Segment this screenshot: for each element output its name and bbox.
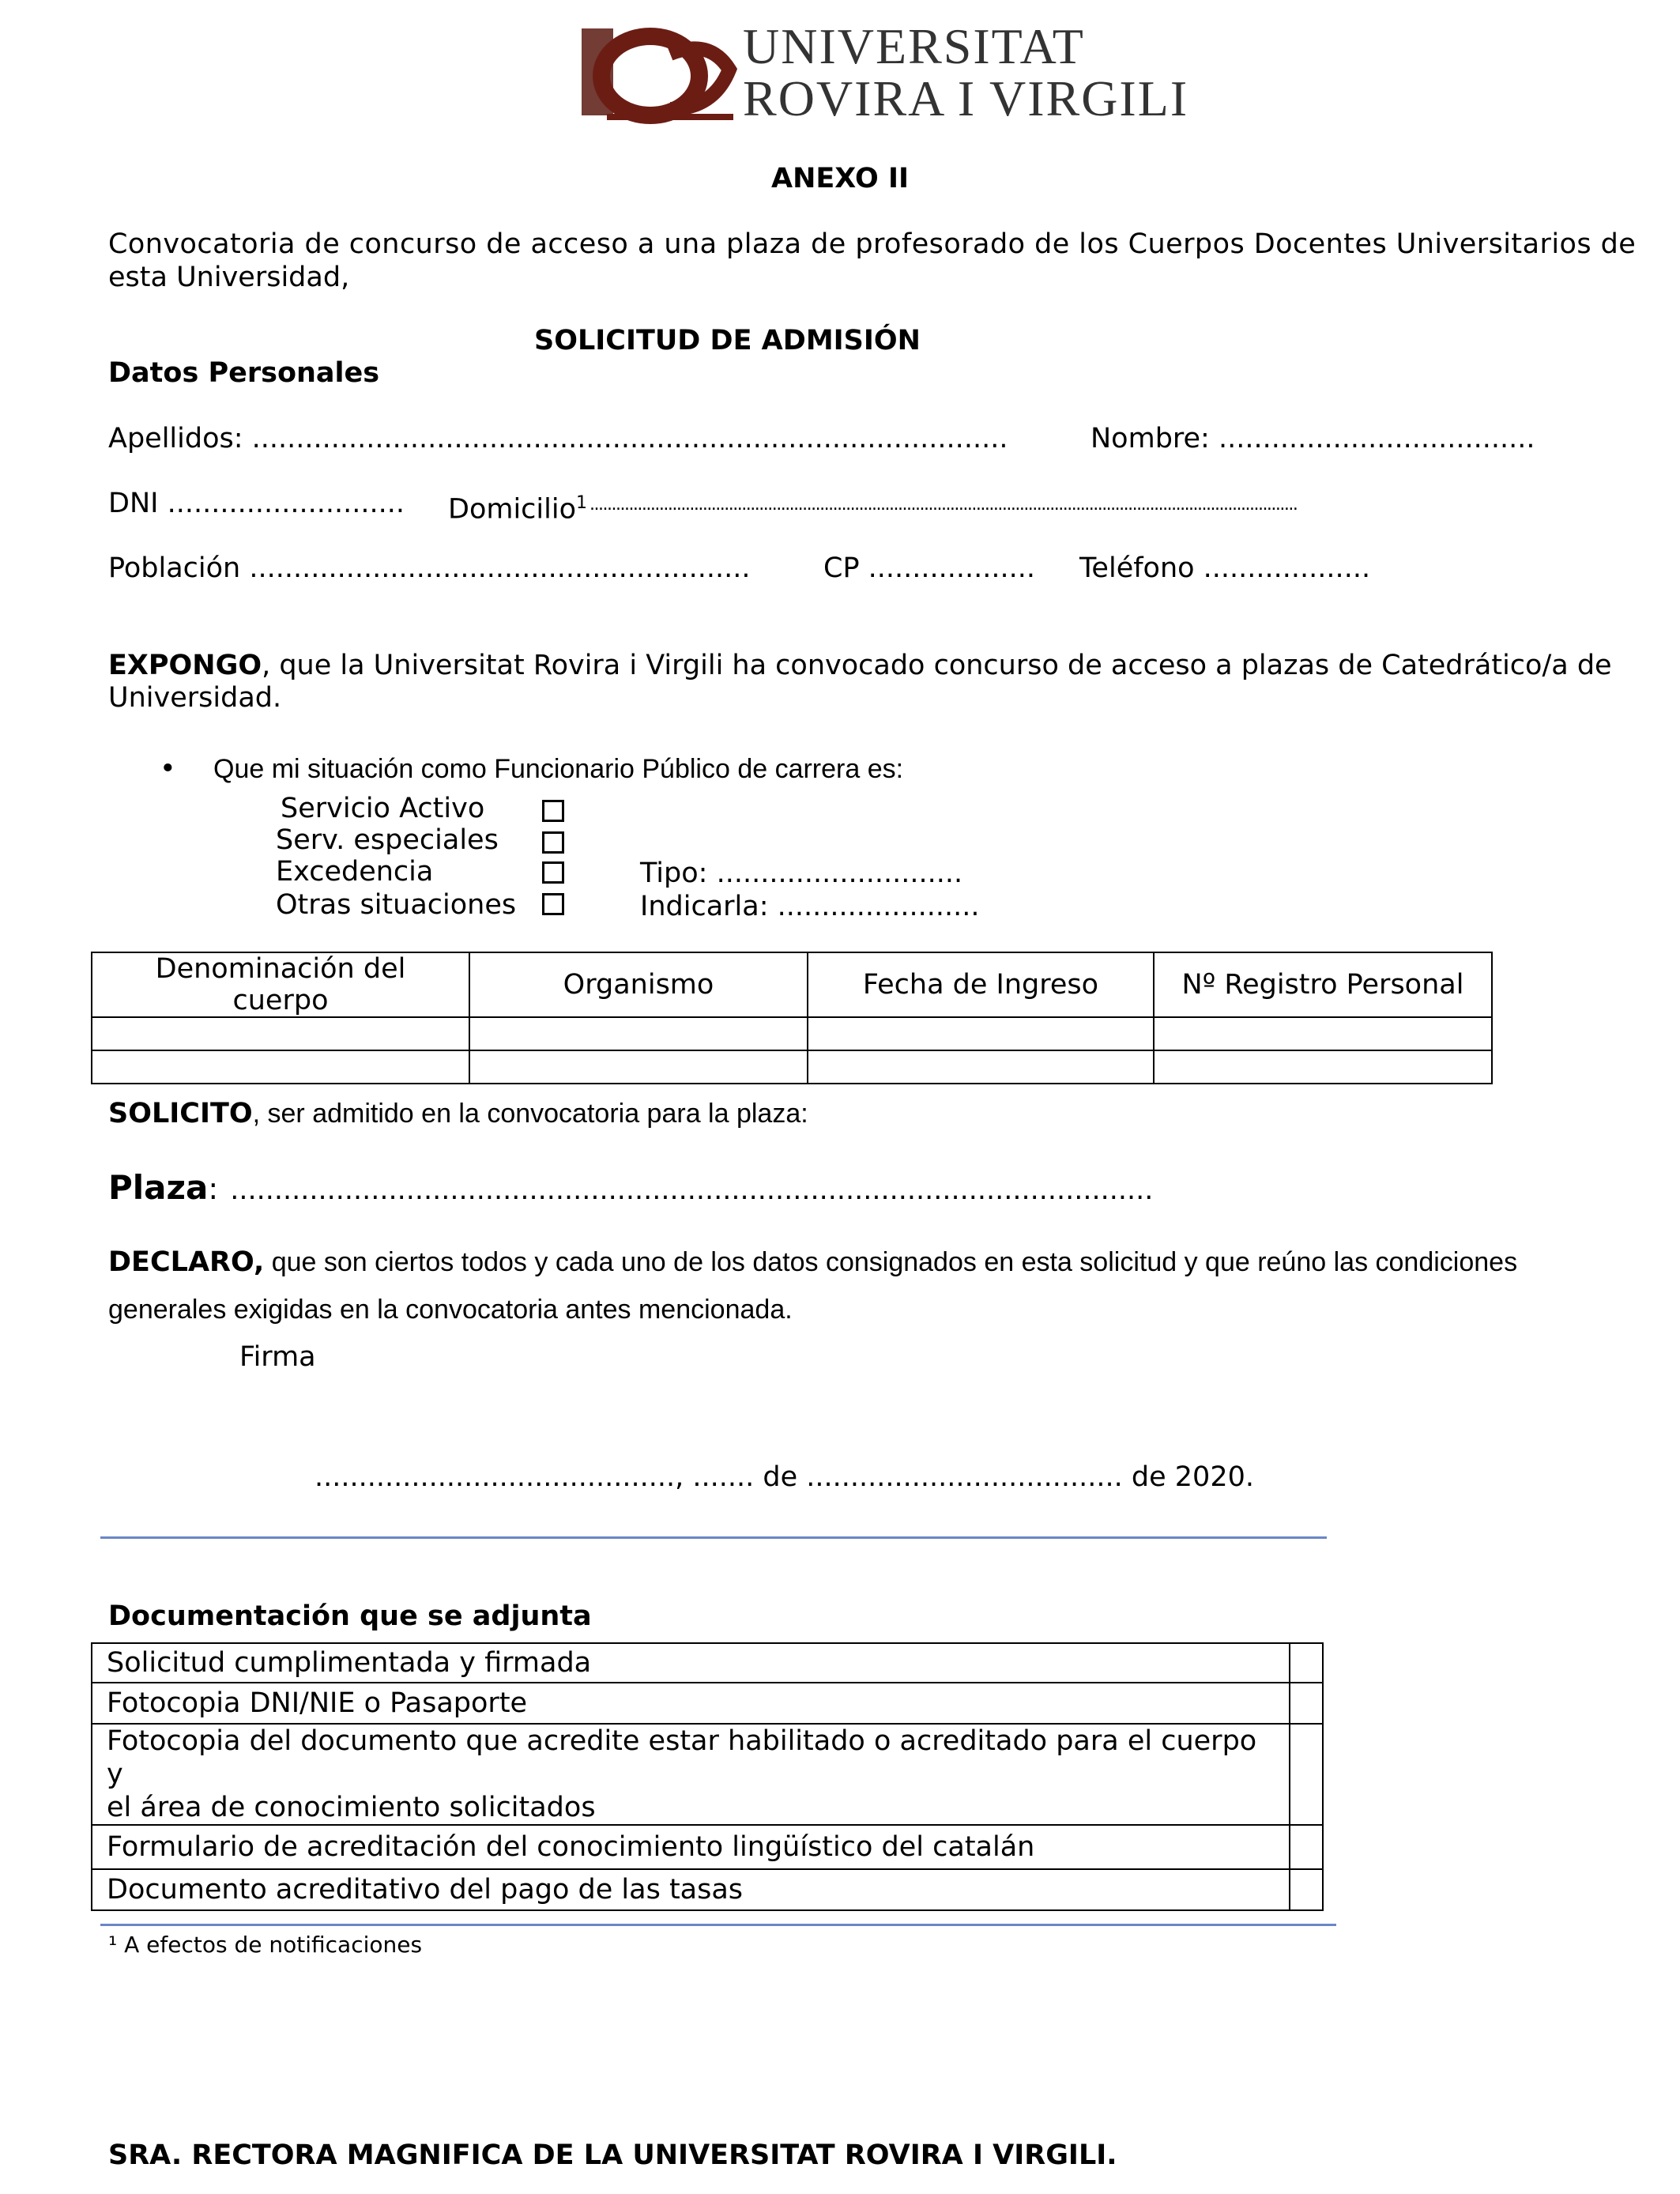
option-excedencia: Excedencia [276,856,434,888]
indicarla-field[interactable]: Indicarla: ....................... [640,891,980,922]
checkbox-serv-especiales[interactable] [542,831,564,854]
option-otras-situaciones: Otras situaciones [276,889,517,921]
table-header-cell: Denominación del cuerpo [92,952,469,1017]
doc-label: Fotocopia DNI/NIE o Pasaporte [92,1683,1290,1724]
doc-label: Formulario de acreditación del conocimiento lingüístico del catalán [92,1825,1290,1869]
option-servicio-activo: Servicio Activo [281,793,485,824]
cuerpo-table [91,952,1493,1084]
declaro-line-1 [108,1246,1517,1279]
documentacion-heading: Documentación que se adjunta [108,1600,592,1632]
addressee: SRA. RECTORA MAGNIFICA DE LA UNIVERSITAT ROVIRA I VIRGILI. [108,2139,1117,2171]
checkbox-servicio-activo[interactable] [542,800,564,822]
telefono-field[interactable]: Teléfono ................... [1079,552,1371,584]
doc-checkbox-cell[interactable] [1290,1643,1323,1683]
apellidos-field[interactable]: Apellidos: ...................................................................................... [108,423,1008,454]
checkbox-otras-situaciones[interactable] [542,893,564,915]
table-cell[interactable] [1154,1050,1492,1084]
table-cell[interactable] [469,1017,808,1050]
logo-text-line1: UNIVERSITAT [743,18,1085,74]
dni-field[interactable]: DNI ........................... [108,488,405,519]
table-row [92,1643,1323,1683]
table-cell[interactable] [1154,1017,1492,1050]
plaza-label: Plaza [108,1168,209,1207]
solicitud-title: SOLICITUD DE ADMISIÓN [534,325,921,356]
table-header-cell: Fecha de Ingreso [808,952,1154,1017]
checkbox-excedencia[interactable] [542,861,564,884]
situacion-bullet: • [160,753,176,785]
table-row [92,1724,1323,1825]
expongo-bold: EXPONGO [108,650,262,681]
table-cell[interactable] [92,1050,469,1084]
doc-label: Documento acreditativo del pago de las tasas [92,1869,1290,1910]
domicilio-field[interactable]: ................................................................................................................................................................... [590,495,1298,515]
footnote-marker: 1 [576,493,588,513]
plaza-colon: : [208,1171,219,1206]
separator-line [100,1924,1336,1926]
declaro-line-2: generales exigidas en la convocatoria antes mencionada. [108,1295,793,1325]
domicilio-label [448,487,587,526]
doc-label-line: Fotocopia del documento que acredite estar habilitado o acreditado para el cuerpo y [107,1725,1257,1790]
expongo-line-1 [108,649,1612,682]
poblacion-field[interactable]: Población ......................................................... [108,552,751,584]
table-row [92,1869,1323,1910]
table-row [92,1683,1323,1724]
university-logo [575,17,1189,128]
solicito-bold: SOLICITO [108,1098,253,1129]
table-header-cell: Nº Registro Personal [1154,952,1492,1017]
doc-checkbox-cell[interactable] [1290,1825,1323,1869]
doc-label: Solicitud cumplimentada y firmada [92,1643,1290,1683]
domicilio-text: Domicilio [448,493,577,526]
intro-line-1: Convocatoria de concurso de acceso a una plaza de profesorado de los Cuerpos Docentes Universitarios de [108,228,1637,260]
declaro-bold: DECLARO, [108,1246,265,1278]
tipo-field[interactable]: Tipo: ............................ [640,858,963,889]
doc-checkbox-cell[interactable] [1290,1724,1323,1825]
expongo-line-2: Universidad. [108,682,282,714]
separator-line [100,1536,1327,1539]
cp-field[interactable]: CP ................... [823,552,1036,584]
table-cell[interactable] [92,1017,469,1050]
plaza-field[interactable]: ......................................................................................................... [230,1174,1154,1206]
expongo-text: , que la Universitat Rovira i Virgili ha convocado concurso de acceso a plazas de Catedrático/a de [262,650,1612,681]
datos-personales-heading: Datos Personales [108,357,380,389]
table-cell[interactable] [469,1050,808,1084]
documentacion-table [91,1642,1324,1911]
table-row [92,1017,1492,1050]
logo-text-line2: ROVIRA I VIRGILI [743,70,1189,126]
solicito-line [108,1097,808,1130]
table-row [92,1825,1323,1869]
annex-title: ANEXO II [771,163,910,194]
declaro-text: que son ciertos todos y cada uno de los datos consignados en esta solicitud y que reúno las condiciones [264,1247,1518,1277]
doc-label-line: el área de conocimiento solicitados [107,1792,596,1823]
date-line[interactable]: ........................................., ....... de .................................... de 2020. [315,1461,1254,1493]
table-header-row [92,952,1492,1017]
logo-emblem-icon [575,22,741,125]
doc-checkbox-cell[interactable] [1290,1683,1323,1724]
doc-checkbox-cell[interactable] [1290,1869,1323,1910]
option-serv-especiales: Serv. especiales [276,824,499,856]
footnote: ¹ A efectos de notificaciones [108,1932,423,1958]
firma-label: Firma [239,1341,316,1373]
table-cell[interactable] [808,1017,1154,1050]
table-row [92,1050,1492,1084]
table-cell[interactable] [808,1050,1154,1084]
table-header-cell: Organismo [469,952,808,1017]
intro-line-2: esta Universidad, [108,262,350,293]
plaza-line [108,1168,1153,1207]
doc-label [92,1724,1290,1825]
nombre-field[interactable]: Nombre: .................................... [1090,423,1535,454]
situacion-text: Que mi situación como Funcionario Público de carrera es: [213,754,904,784]
solicito-text: , ser admitido en la convocatoria para la plaza: [252,1099,808,1129]
